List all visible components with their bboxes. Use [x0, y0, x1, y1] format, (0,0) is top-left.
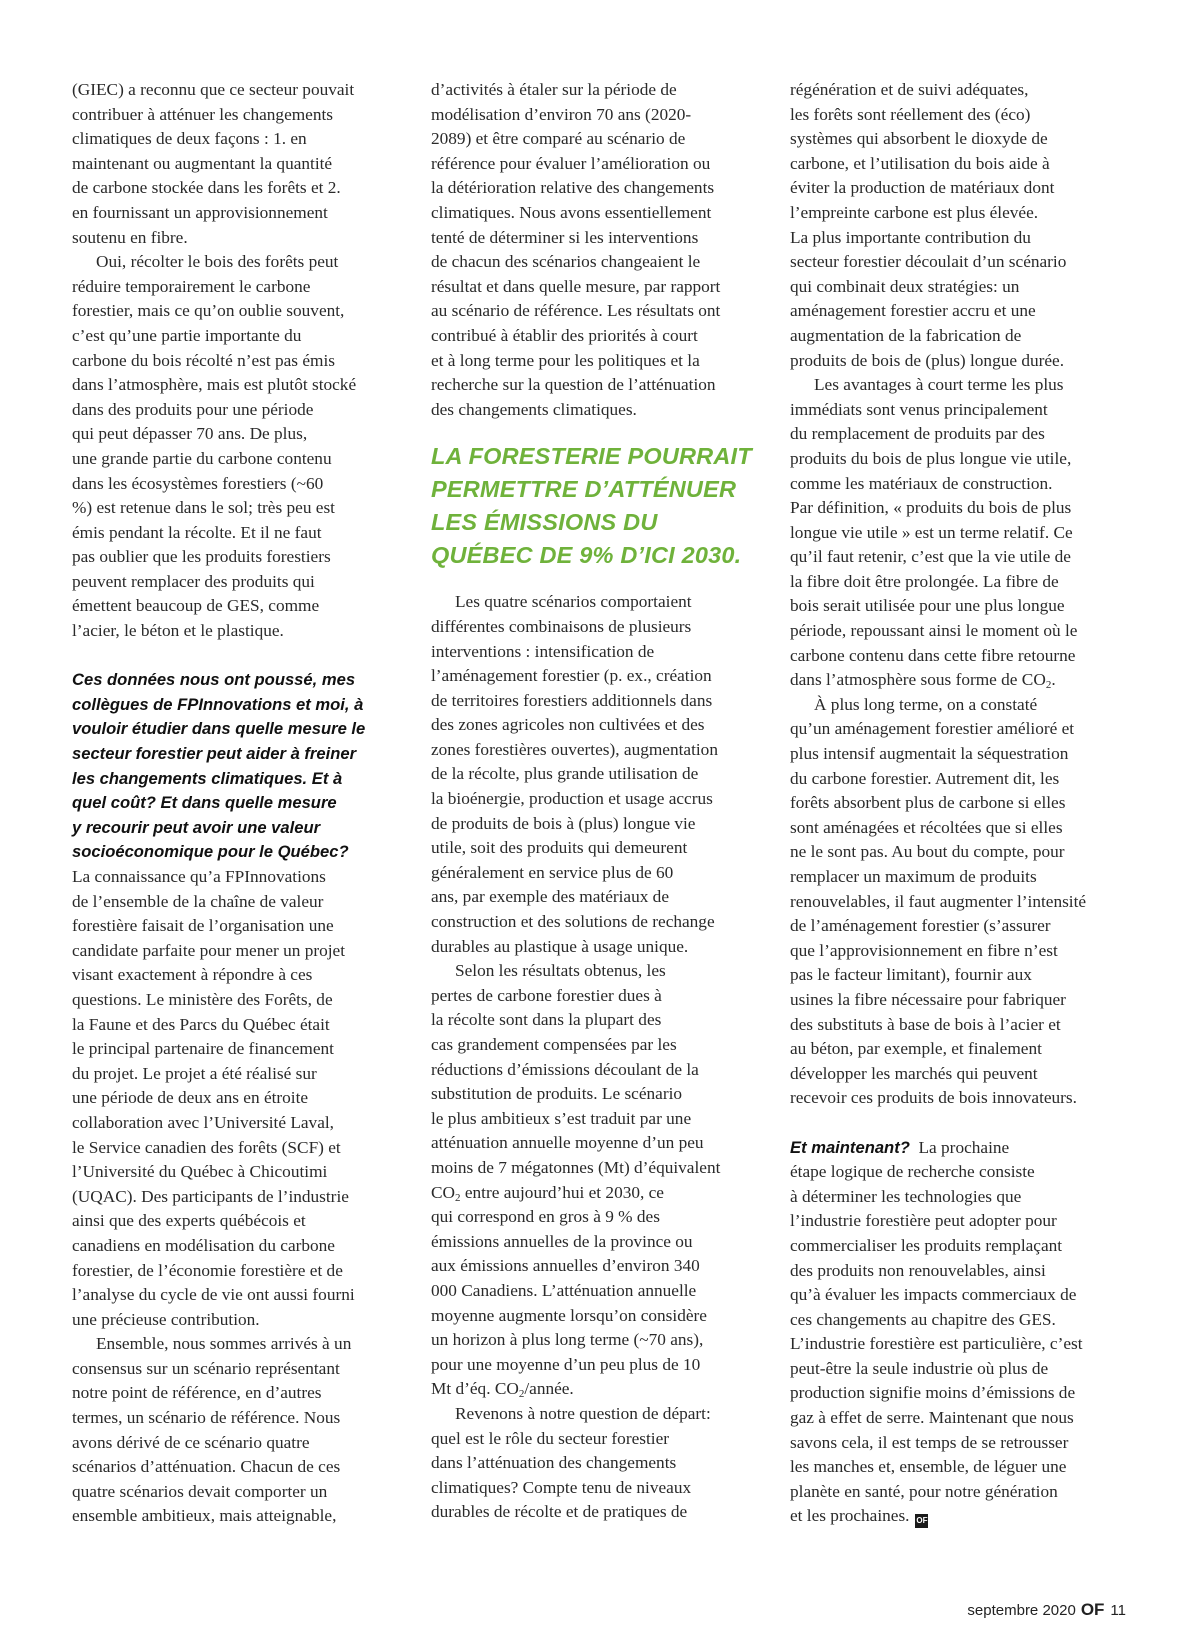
text-line: pas oublier que les produits forestiers [72, 547, 331, 567]
text-line: forestier, mais ce qu’on oublie souvent, [72, 301, 345, 321]
text-line: secteur forestier peut aider à freiner [72, 744, 357, 764]
text-line: des zones agricoles non cultivées et des [431, 715, 705, 735]
issue-date: septembre 2020 [967, 1602, 1076, 1619]
lead-question [72, 668, 407, 865]
text-line: remplacer un maximum de produits [790, 867, 1037, 886]
text-line: termes, un scénario de référence. Nous [72, 1408, 341, 1428]
section-heading [431, 440, 766, 572]
text-line: et à long terme pour les politiques et la [431, 350, 700, 370]
text-line: la bioénergie, production et usage accrus [431, 789, 713, 809]
text-line: la Faune et des Parcs du Québec était [72, 1014, 330, 1034]
text-line: contribuer à atténuer les changements [72, 104, 334, 124]
text-line: modélisation d’environ 70 ans (2020- [431, 104, 692, 124]
paragraph [790, 78, 1126, 373]
text-line: $CO_2$ entre aujourd’hui et 2030, ce [431, 1182, 664, 1204]
text-line: sont aménagées et récoltées que si elles [790, 817, 1063, 837]
text-line: quel est le rôle du secteur forestier [431, 1428, 669, 1448]
text-line: qu’il faut retenir, c’est que la vie utile de [790, 547, 1071, 567]
text-line: zones forestières ouvertes), augmentation [431, 739, 718, 759]
text-line: réductions d’émissions découlant de la [431, 1059, 699, 1079]
text-line: quel coût? Et dans quelle mesure [72, 793, 337, 813]
text-line: visant exactement à répondre à ces [72, 965, 313, 985]
text-line: étape logique de recherche consiste [790, 1162, 1035, 1182]
text-line: qu’à évaluer les impacts commerciaux de [790, 1285, 1077, 1305]
text-line: au béton, par exemple, et finalement [790, 1039, 1042, 1059]
text-line: Selon les résultats obtenus, les [455, 961, 666, 981]
text-line: réduire temporairement le carbone [72, 276, 311, 296]
paragraph [431, 1402, 766, 1525]
text-line: y recourir peut avoir une valeur [72, 817, 321, 837]
text-line: Ces données nous ont poussé, mes [72, 670, 356, 690]
text-line: substitution de produits. Le scénario [431, 1084, 683, 1104]
text-line: (UQAC). Des participants de l’industrie [72, 1186, 349, 1206]
text-line: les forêts sont réellement des (éco) [790, 104, 1031, 124]
paragraph [72, 78, 407, 250]
text-line: maintenant ou augmentant la quantité [72, 153, 333, 173]
text-line: climatiques de deux façons : 1. en [72, 129, 307, 149]
text-line: forestier, de l’économie forestière et de [72, 1260, 343, 1280]
text-line: produits du bois de plus longue vie utile, [790, 448, 1072, 468]
text-line: Par définition, « produits du bois de plus [790, 498, 1072, 518]
paragraph [431, 959, 766, 1402]
text-line: quatre scénarios devait comporter un [72, 1481, 328, 1501]
text-line: %) est retenue dans le sol; très peu est [72, 498, 335, 518]
text-line: scénarios d’atténuation. Chacun de ces [72, 1457, 341, 1477]
text-line: recevoir ces produits de bois innovateurs. [790, 1088, 1077, 1108]
text-line: 000 Canadiens. L’atténuation annuelle [431, 1280, 697, 1300]
text-line: Ensemble, nous sommes arrivés à un [96, 1334, 352, 1354]
text-line: éviter la production de matériaux dont [790, 178, 1055, 198]
text-line: de produits de bois à (plus) longue vie [431, 813, 696, 833]
text-line: atténuation annuelle moyenne d’un peu [431, 1133, 704, 1153]
text-line: plus intensif augmentait la séquestration [790, 744, 1069, 764]
text-line: Et maintenant? La prochaine [790, 1137, 1010, 1157]
paragraph [431, 590, 766, 959]
text-line: tenté de déterminer si les interventions [431, 227, 699, 247]
text-line: moyenne augmente lorsqu’on considère [431, 1305, 707, 1325]
text-line: ces changements au chapitre des GES. [790, 1309, 1056, 1329]
page-footer [967, 1600, 1126, 1620]
text-line: contribué à établir des priorités à court [431, 325, 698, 345]
text-line: l’analyse du cycle de vie ont aussi fourni [72, 1285, 355, 1305]
text-line: Oui, récolter le bois des forêts peut [96, 252, 339, 272]
text-line: interventions : intensification de [431, 641, 655, 661]
magazine-logo: OF [1080, 1600, 1105, 1619]
text-line: dans l’atténuation des changements [431, 1453, 677, 1473]
text-line: climatiques? Compte tenu de niveaux [431, 1477, 692, 1497]
text-line: Revenons à notre question de départ: [455, 1403, 711, 1423]
text-line: notre point de référence, en d’autres [72, 1383, 322, 1403]
text-line: QUÉBEC DE 9% D’ICI 2030. [431, 542, 742, 569]
text-line: pas le facteur limitant), fournir aux [790, 965, 1032, 985]
text-line: usines la fibre nécessaire pour fabriquer [790, 989, 1066, 1009]
text-line: ainsi que des experts québécois et [72, 1211, 306, 1231]
text-line: l’industrie forestière peut adopter pour [790, 1211, 1057, 1231]
text-line: PERMETTRE D’ATTÉNUER [431, 476, 737, 503]
text-line: un horizon à plus long terme (~70 ans), [431, 1330, 704, 1350]
text-line: et les prochaines. OF [790, 1504, 1126, 1529]
run-in-heading: Et maintenant? [790, 1137, 910, 1157]
end-mark-icon: OF [915, 1514, 928, 1528]
text-line: de chacun des scénarios changeaient le [431, 252, 701, 272]
text-line: longue vie utile » est un terme relatif. Ce [790, 522, 1073, 542]
text-line: le Service canadien des forêts (SCF) et [72, 1137, 341, 1157]
paragraph [72, 250, 407, 644]
text-line: de l’ensemble de la chaîne de valeur [72, 891, 324, 911]
column-2 [431, 78, 766, 1525]
text-line: émissions annuelles de la province ou [431, 1231, 693, 1251]
text-line: différentes combinaisons de plusieurs [431, 616, 692, 636]
text-line: la fibre doit être prolongée. La fibre de [790, 571, 1059, 591]
text-line: qui correspond en gros à 9 % des [431, 1207, 660, 1227]
text-line: LES ÉMISSIONS DU [431, 509, 658, 536]
text-line: la récolte sont dans la plupart des [431, 1010, 662, 1030]
text-line: L’industrie forestière est particulière, c’est [790, 1334, 1083, 1354]
text-line: durables au plastique à usage unique. [431, 936, 689, 956]
text-line: (GIEC) a reconnu que ce secteur pouvait [72, 80, 355, 99]
text-line: de l’aménagement forestier (s’assurer [790, 916, 1051, 936]
text-line: consensus sur un scénario représentant [72, 1358, 340, 1378]
text-line: du projet. Le projet a été réalisé sur [72, 1063, 317, 1083]
text-line: socioéconomique pour le Québec? [72, 842, 349, 862]
text-line: vouloir étudier dans quelle mesure le [72, 719, 366, 739]
text-line: questions. Le ministère des Forêts, de [72, 989, 333, 1009]
text-line: collègues de FPInnovations et moi, à [72, 694, 364, 714]
text-line: collaboration avec l’Université Laval, [72, 1112, 334, 1132]
text-line: ans, par exemple des matériaux de [431, 887, 669, 907]
text-line: régénération et de suivi adéquates, [790, 80, 1029, 99]
text-line: utile, soit des produits qui demeurent [431, 838, 688, 858]
text-line: l’empreinte carbone est plus élevée. [790, 202, 1039, 222]
paragraph [790, 693, 1126, 1111]
text-line: du remplacement de produits par des [790, 424, 1045, 444]
text-line: savons cela, il est temps de se retrousser [790, 1432, 1069, 1452]
text-line: aménagement forestier accru et une [790, 301, 1036, 321]
text-line: dans les écosystèmes forestiers (~60 [72, 473, 324, 493]
text-line: renouvelables, il faut augmenter l’intensité [790, 891, 1087, 911]
text-line: une précieuse contribution. [72, 1309, 260, 1329]
text-line: référence pour évaluer l’amélioration ou [431, 153, 711, 173]
text-line: qu’un aménagement forestier amélioré et [790, 719, 1075, 739]
text-line: dans l’atmosphère sous forme de $CO_2$. [790, 670, 1056, 692]
text-line: commercialiser les produits remplaçant [790, 1235, 1063, 1255]
text-line: avons dérivé de ce scénario quatre [72, 1432, 310, 1452]
text-line: construction et des solutions de rechange [431, 912, 715, 932]
text-line: ensemble ambitieux, mais atteignable, [72, 1506, 337, 1526]
text-line: généralement en service plus de 60 [431, 862, 674, 882]
text-line: émettent beaucoup de GES, comme [72, 596, 320, 616]
text-line: des changements climatiques. [431, 399, 637, 419]
column-3 [790, 78, 1126, 1529]
text-line: durables de récolte et de pratiques de [431, 1502, 688, 1522]
text-line: Les avantages à court terme les plus [814, 375, 1064, 395]
text-line: une période de deux ans en étroite [72, 1088, 309, 1108]
paragraph [72, 865, 407, 1332]
text-line: recherche sur la question de l’atténuation [431, 375, 716, 395]
text-line: moins de 7 mégatonnes (Mt) d’équivalent [431, 1157, 721, 1177]
text-line: carbone, et l’utilisation du bois aide à [790, 153, 1050, 173]
text-line: des substituts à base de bois à l’acier et [790, 1014, 1061, 1034]
text-line: dans l’atmosphère, mais est plutôt stocké [72, 375, 357, 395]
text-line: Mt d’éq. $CO_2$/année. [431, 1379, 574, 1401]
text-line: bois serait utilisée pour une plus longue [790, 596, 1065, 616]
text-line: l’acier, le béton et le plastique. [72, 621, 284, 641]
text-line: des produits non renouvelables, ainsi [790, 1260, 1046, 1280]
text-line: l’Université du Québec à Chicoutimi [72, 1162, 328, 1182]
text-line: canadiens en modélisation du carbone [72, 1235, 335, 1255]
text-line: gaz à effet de serre. Maintenant que nous [790, 1408, 1074, 1428]
text-line: production signifie moins d’émissions de [790, 1383, 1076, 1403]
text-line: qui peut dépasser 70 ans. De plus, [72, 424, 308, 444]
text-line: résultat et dans quelle mesure, par rapport [431, 276, 721, 296]
text-line: systèmes qui absorbent le dioxyde de [790, 129, 1048, 149]
text-line: développer les marchés qui peuvent [790, 1063, 1038, 1083]
text-line: forestière faisait de l’organisation une [72, 916, 334, 936]
text-line: climatiques. Nous avons essentiellement [431, 202, 712, 222]
text-line: l’aménagement forestier (p. ex., création [431, 666, 712, 686]
text-line: du carbone forestier. Autrement dit, les [790, 768, 1060, 788]
text-line: Les quatre scénarios comportaient [455, 592, 692, 612]
text-line: en fournissant un approvisionnement [72, 202, 328, 222]
text-line: À plus long terme, on a constaté [814, 694, 1038, 714]
text-line: peut-être la seule industrie où plus de [790, 1358, 1049, 1378]
text-line: le principal partenaire de financement [72, 1039, 334, 1059]
text-line: forêts absorbent plus de carbone si elles [790, 793, 1066, 813]
text-line: une grande partie du carbone contenu [72, 448, 332, 468]
text-line: peuvent remplacer des produits qui [72, 571, 315, 591]
text-line: La plus importante contribution du [790, 227, 1031, 247]
paragraph [790, 1136, 1126, 1530]
text-line: augmentation de la fabrication de [790, 325, 1022, 345]
text-line: que l’approvisionnement en fibre n’est [790, 940, 1058, 960]
text-line: dans des produits pour une période [72, 399, 314, 419]
text-line: candidate parfaite pour mener un projet [72, 940, 346, 960]
paragraph [72, 1332, 407, 1529]
text-line: de la récolte, plus grande utilisation de [431, 764, 699, 784]
column-1 [72, 78, 407, 1529]
text-line: carbone contenu dans cette fibre retourne [790, 645, 1076, 665]
text-line: la détérioration relative des changements [431, 178, 715, 198]
text-line: comme les matériaux de construction. [790, 473, 1053, 493]
text-line: La connaissance qu’a FPInnovations [72, 867, 326, 886]
page-number: 11 [1110, 1602, 1126, 1619]
text-line: les manches et, ensemble, de léguer une [790, 1457, 1067, 1477]
text-line: période, repoussant ainsi le moment où le [790, 621, 1078, 641]
paragraph [790, 373, 1126, 693]
text-line: de territoires forestiers additionnels dans [431, 690, 713, 710]
text-line: carbone du bois récolté n’est pas émis [72, 350, 335, 370]
text-line: soutenu en fibre. [72, 227, 188, 247]
text-line: cas grandement compensées par les [431, 1035, 677, 1054]
text-line: planète en santé, pour notre génération [790, 1481, 1058, 1501]
text-line: aux émissions annuelles d’environ 340 [431, 1256, 700, 1276]
text-line: de carbone stockée dans les forêts et 2. [72, 178, 341, 198]
text-line: LA FORESTERIE POURRAIT [431, 443, 752, 470]
text-line: le plus ambitieux s’est traduit par une [431, 1108, 692, 1128]
text-line: à déterminer les technologies que [790, 1186, 1022, 1206]
text-line: secteur forestier découlait d’un scénario [790, 252, 1067, 272]
text-line: pertes de carbone forestier dues à [431, 985, 662, 1005]
paragraph [431, 78, 766, 422]
text-line: qui combinait deux stratégies: un [790, 276, 1020, 296]
text-line: produits de bois de (plus) longue durée. [790, 350, 1065, 370]
text-line: c’est qu’une partie importante du [72, 325, 302, 345]
text-line: pour une moyenne d’un peu plus de 10 [431, 1354, 701, 1374]
text-line: ne le sont pas. Au bout du compte, pour [790, 842, 1065, 862]
text-line: 2089) et être comparé au scénario de [431, 129, 686, 149]
text-line: les changements climatiques. Et à [72, 768, 343, 788]
text-line: au scénario de référence. Les résultats ont [431, 301, 721, 321]
text-line: immédiats sont venus principalement [790, 399, 1048, 419]
text-line: émis pendant la récolte. Et il ne faut [72, 522, 322, 542]
text-line: d’activités à étaler sur la période de [431, 80, 677, 99]
